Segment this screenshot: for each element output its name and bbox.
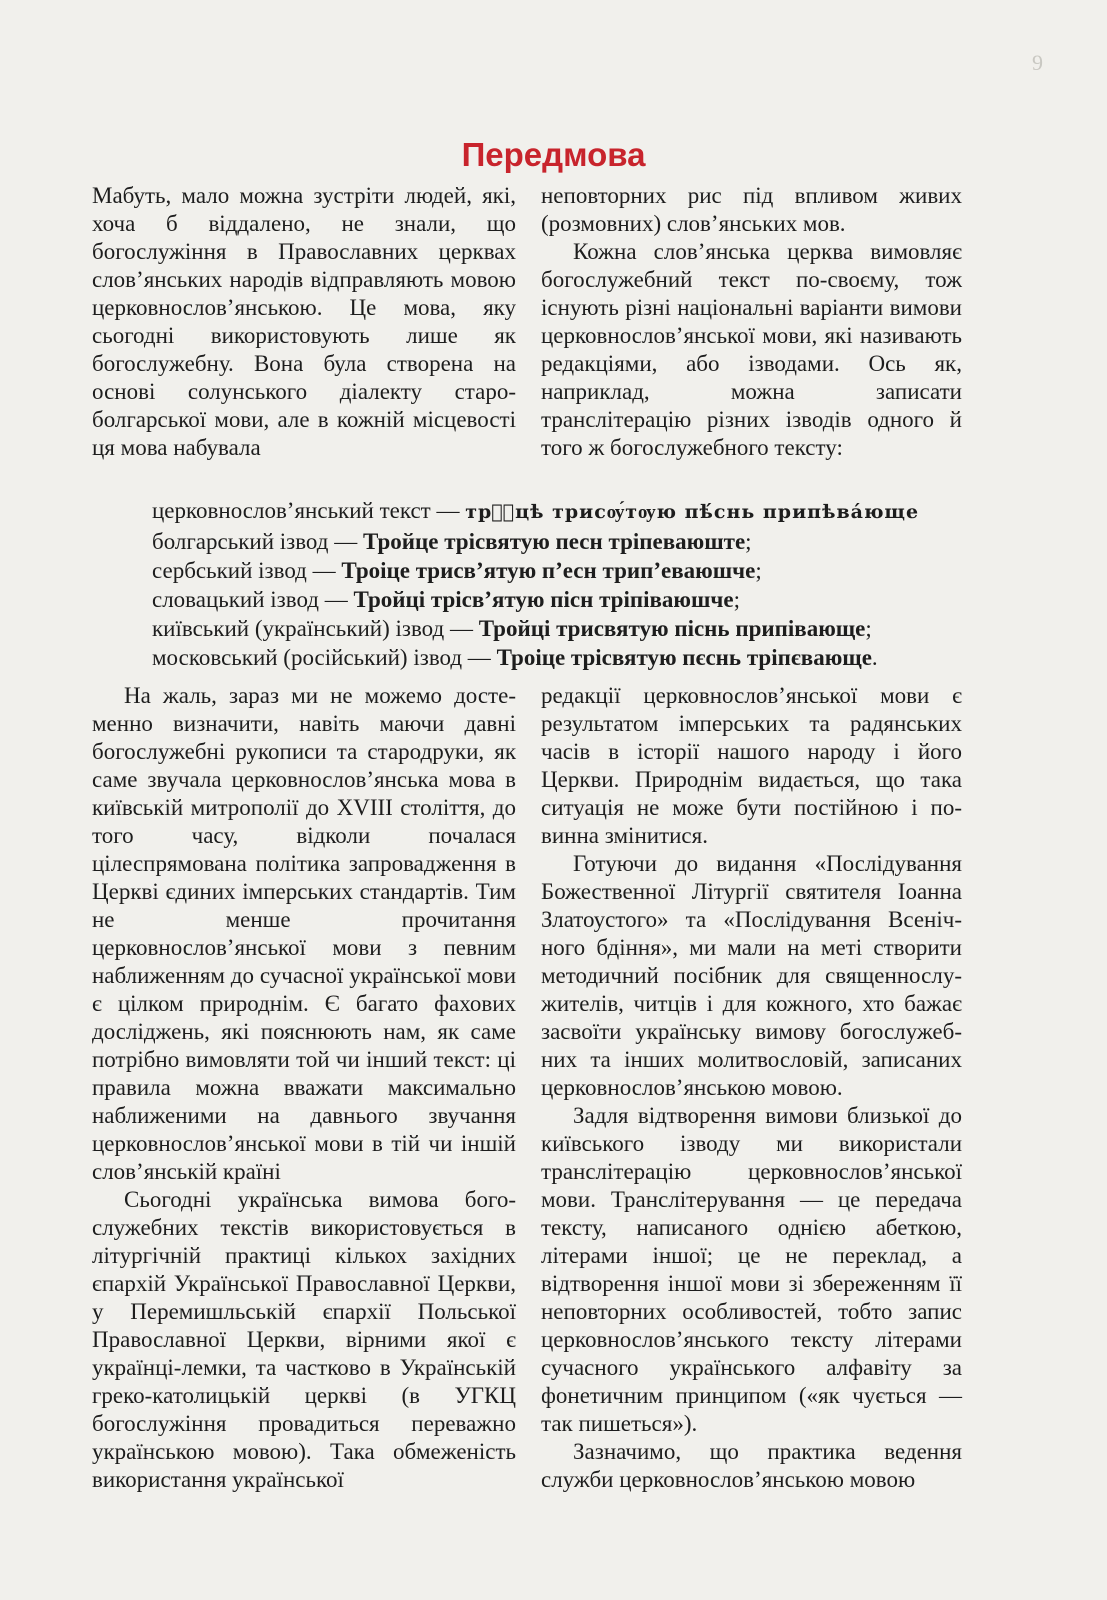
intro-paragraph-2: Кожна слов’янська церква вимовляє богослужебний текст по-своєму, тож існують різні національні варіанти вимови церковнослов’янської мови, які називають редакціями, або ізводами. Ось як, наприклад, можна записати транслітерацію різних ізводів одного й того ж богослужебного тексту: — [541, 239, 962, 460]
page-title: Передмова — [461, 136, 646, 173]
variant-label: київський (український) ізвод — — [152, 616, 479, 641]
body-column-right — [541, 682, 962, 1494]
intro-paragraph-1-continued: неповторних рис під впливом живих (розмовних) слов’янських мов. — [541, 183, 962, 236]
intro-paragraph-1: Мабуть, мало можна зустріти людей, які, хоча б віддалено, не знали, що богослужіння в Православних церквах слов’янських народів відправляють мовою церковнослов’янською. Це мова, яку сьогодні використовують лише як богослужебну. Вона була створена на основі солунського діалекту старо-болгарської мови, але в кожній місцевості ця мова набувала — [92, 183, 516, 460]
transliteration-examples — [152, 496, 982, 672]
body-paragraph-current-usage: Сьогодні українська вимова богослужебних текстів використовується в літургічній практиці кількох західних єпархій Української Православної Церкви, у Перемишльській єпархії Польської Православної Церкви, вірними якої є українці-лемки, та частково в Українській греко-католицькій церкві (в УГКЦ богослужіння провадиться переважно українською мовою). Така обмеженість використання української — [92, 1187, 516, 1492]
variant-suffix: ; — [755, 558, 762, 583]
variant-kyiv-ukrainian — [152, 614, 982, 643]
intro-column-left — [92, 182, 516, 462]
variant-serbian — [152, 556, 982, 585]
body-paragraph-transliteration: Задля відтворення вимови близької до київського ізводу ми використали транслітерацію церковнослов’янської мови. Транслітерування — це передача тексту, написаного однією абеткою, літерами іншої; це не переклад, а відтворення іншої мови зі збереженням її неповторних особливостей, тобто запис церковнослов’янського тексту літерами сучасного українського алфавіту за фонетичним принципом («як чується — так пишеться»). — [541, 1103, 962, 1436]
body-paragraph-practice: Зазначимо, що практика ведення служби церковнослов’янською мовою — [541, 1439, 962, 1492]
variant-text: Троіце трисв’ятую п’есн трип’еваюшче — [341, 558, 756, 583]
variant-label: московський (російський) ізвод — — [152, 645, 497, 670]
variant-label: сербський ізвод — — [152, 558, 342, 583]
variant-text: Тройце трісвятую песн тріпеваюште — [362, 529, 746, 554]
variant-suffix: . — [871, 645, 878, 670]
variant-suffix: ; — [745, 529, 752, 554]
variant-label: церковнослов’янський текст — — [152, 498, 466, 523]
body-paragraph-purpose: Готуючи до видання «Послідування Божественної Літургії святителя Іоанна Златоустого» та «Послідування Всенічного бдіння», ми мали на меті створити методичний посібник для священнослужителів, читців і для кожного, хто бажає засвоїти українську вимову богослужебних та інших молитвословій, записаних церковнослов’янською мовою. — [541, 851, 962, 1100]
variant-text: Тройці трисвятую піснь припівающе — [478, 616, 866, 641]
variant-label: словацький ізвод — — [152, 587, 354, 612]
variant-church-slavonic — [152, 496, 982, 527]
body-paragraph-history: На жаль, зараз ми не можемо достеменно визначити, навіть маючи давні богослужебні рукописи та стародруки, як саме звучала церковнослов’янська мова в київській митрополії до XVIII століття, до того часу, відколи почалася цілеспрямована політика запровадження в Церкві єдиних імперських стандартів. Тим не менше прочитання церковнослов’янської мови з певним наближенням до сучасної української мови є цілком природнім. Є багато фахових досліджень, які пояснюють нам, як саме потрібно вимовляти той чи інший текст: ці правила можна вважати максимально наближеними на давнього звучання церковнослов’янської мови в тій чи іншій слов’янській країні — [92, 683, 516, 1184]
variant-moscow-russian — [152, 643, 982, 672]
page-number: 9 — [1032, 50, 1043, 75]
variant-text: Троіце трісвятую пєснь тріпєвающе — [496, 645, 872, 670]
body-column-left — [92, 682, 516, 1494]
variant-suffix: ; — [865, 616, 872, 641]
variant-suffix: ; — [733, 587, 740, 612]
variant-text: Тройці трісв’ятую пісн тріпіваюшче — [353, 587, 734, 612]
variant-text: трⷪ҇цѣ трисѹ́тѹю пѣ́снь припѣва́юще — [465, 501, 920, 523]
variant-label: болгарський ізвод — — [152, 529, 363, 554]
variant-bulgarian — [152, 527, 982, 556]
intro-column-right — [541, 182, 962, 462]
body-paragraph-redaction: редакції церковнослов’янської мови є результатом імперських та радянських часів в історії нашого народу і його Церкви. Природнім видається, що така ситуація не може бути постійною і повинна змінитися. — [541, 683, 962, 848]
variant-slovak — [152, 585, 982, 614]
